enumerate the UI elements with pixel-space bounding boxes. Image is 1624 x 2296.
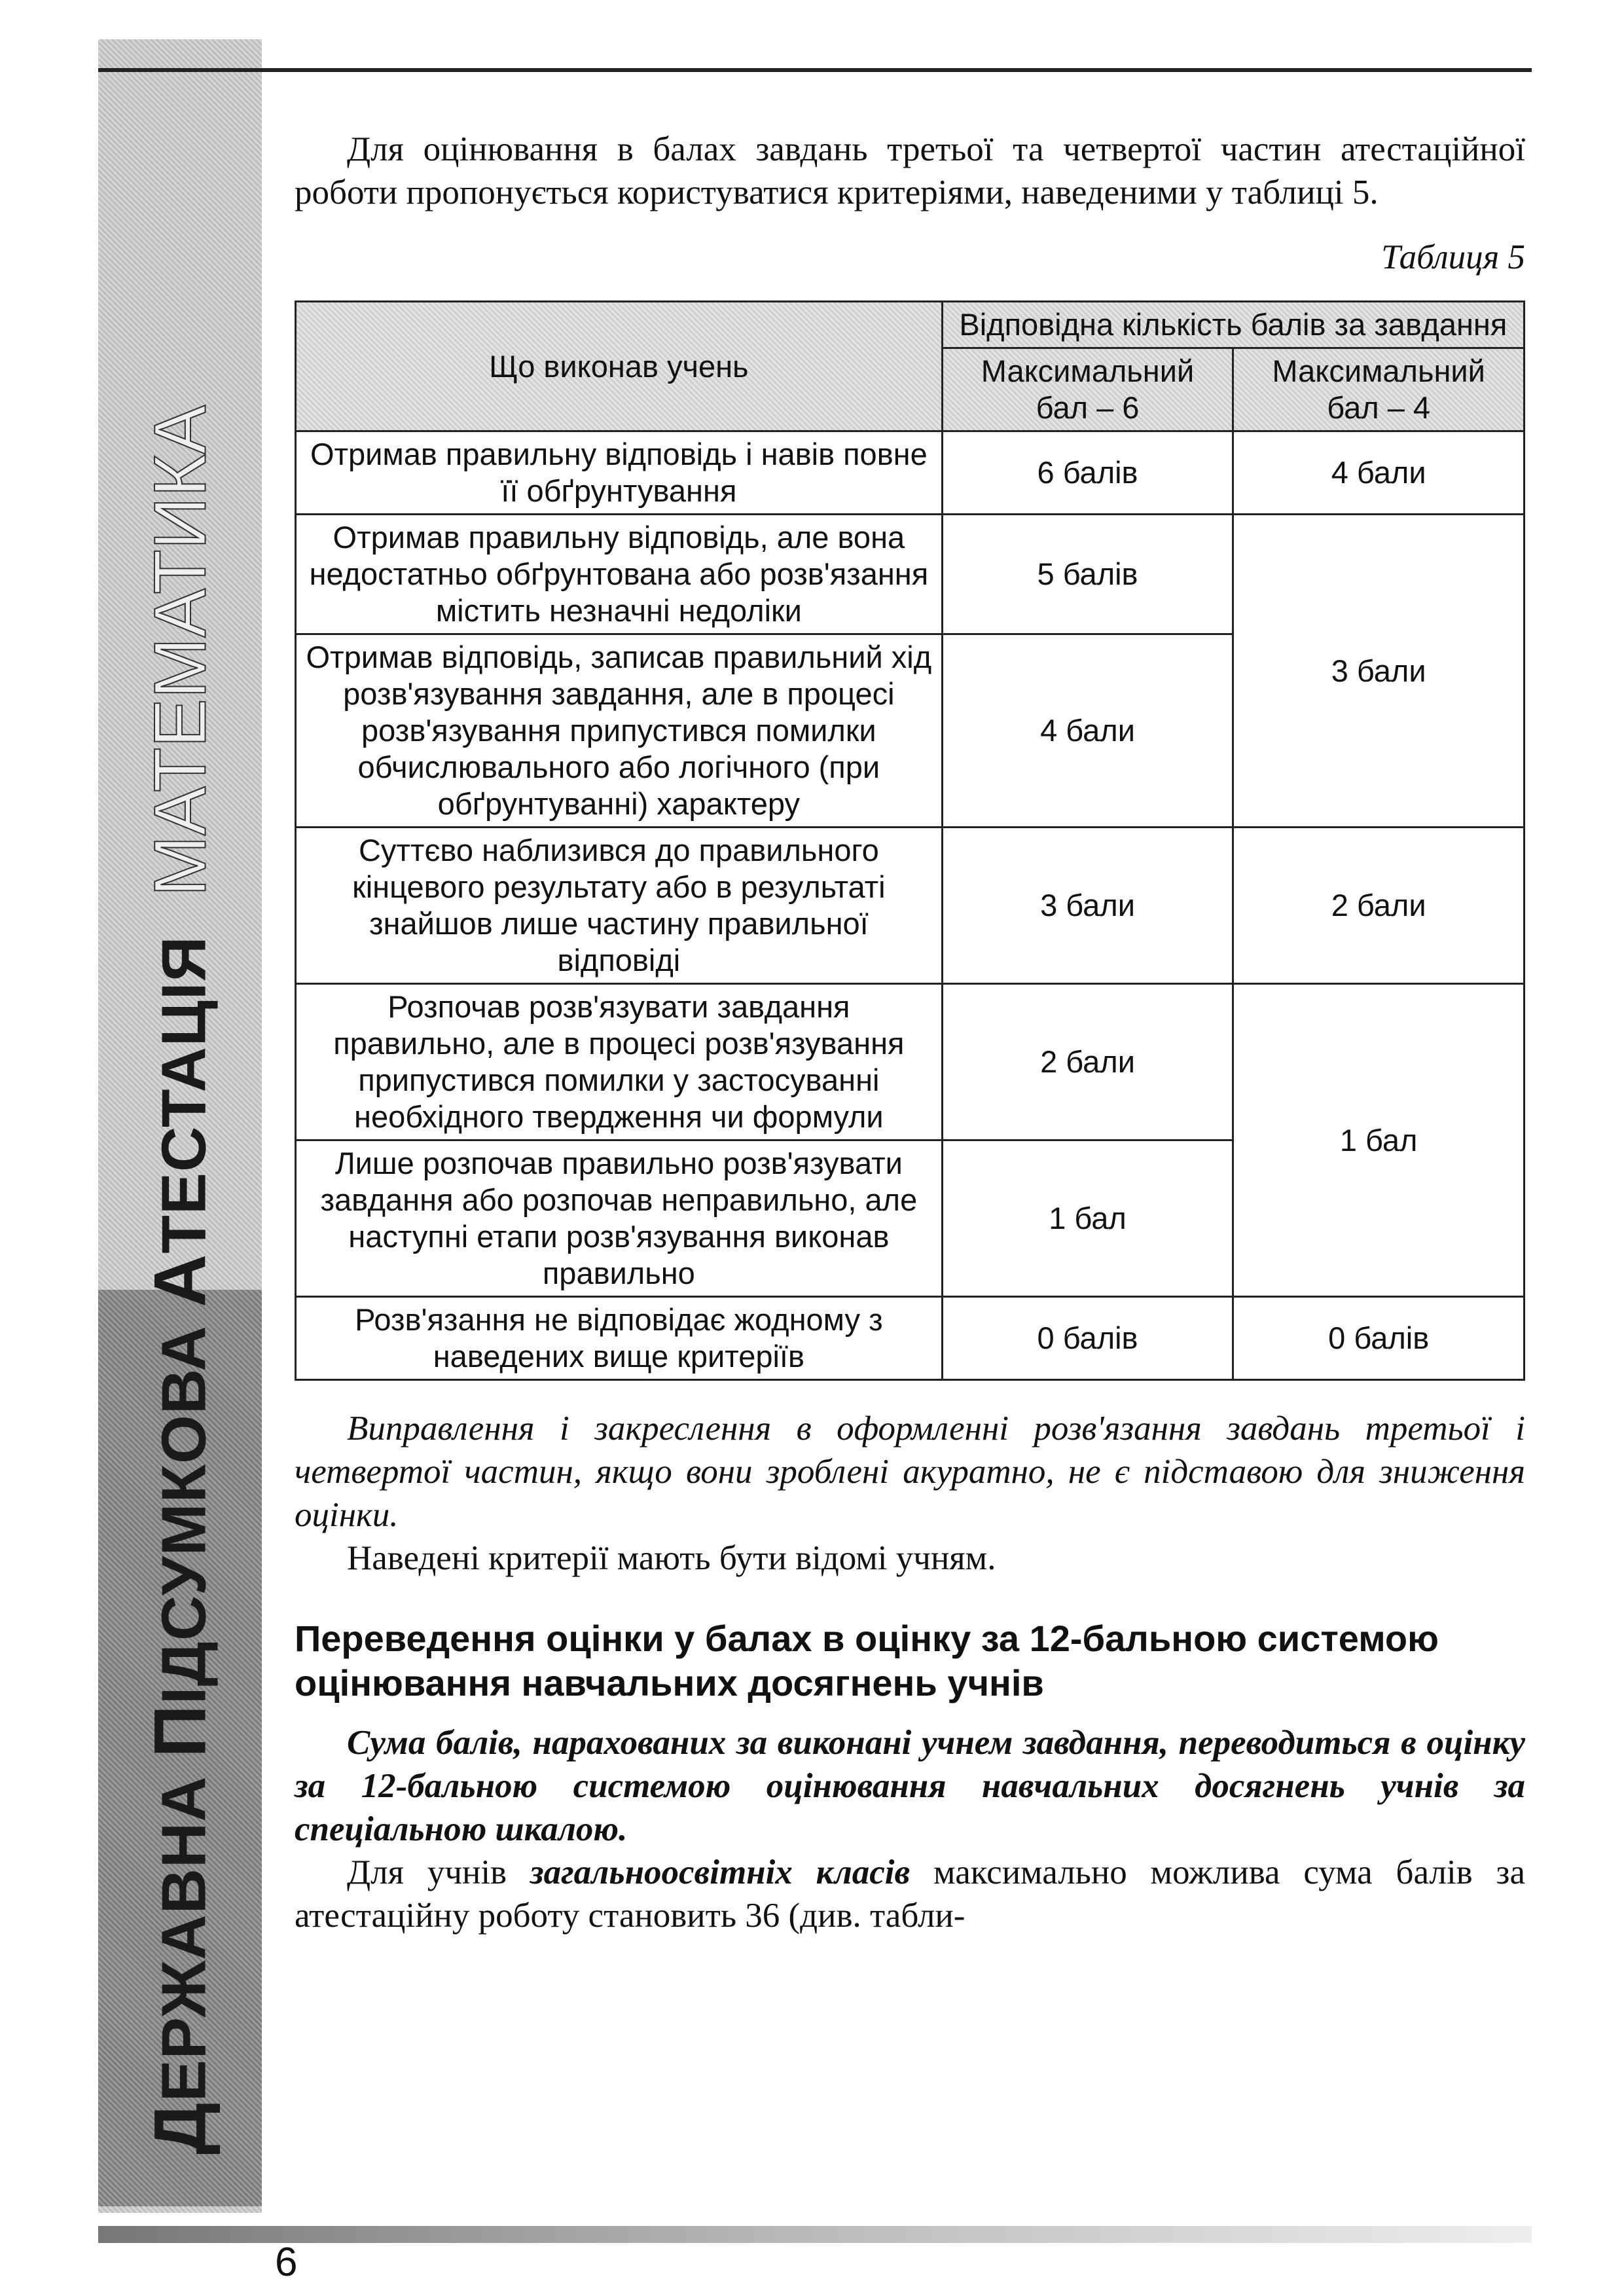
page-content [295, 128, 1525, 1937]
points-max6: 3 бали [942, 828, 1233, 984]
points-max6: 4 бали [942, 634, 1233, 828]
points-max4: 0 балів [1233, 1297, 1525, 1380]
header-max4: Максимальний бал – 4 [1233, 348, 1525, 431]
bottom-band [98, 2226, 1532, 2243]
criterion-text: Отримав правильну відповідь, але вона недостатньо обґрунтована або розв'язання містить незначні недоліки [296, 515, 943, 634]
table-row [296, 431, 1525, 515]
points-max4-merged: 3 бали [1233, 515, 1525, 828]
table-row [296, 515, 1525, 634]
table-row [296, 828, 1525, 984]
note-criteria-known: Наведені критерії мають бути відомі учням. [347, 1539, 996, 1577]
top-rule [98, 68, 1532, 72]
criteria-table [295, 301, 1525, 1381]
sidebar-subject-title: МАТЕМАТИКА [139, 405, 221, 897]
criterion-text: Отримав відповідь, записав правильний хід розв'язування завдання, але в процесі розв'язування припустився помилки обчислювального або логічного (при обґрунтуванні) характеру [296, 634, 943, 828]
criterion-text: Розв'язання не відповідає жодному з наведених вище критеріїв [296, 1297, 943, 1380]
header-what: Що виконав учень [296, 302, 943, 431]
section-heading: Переведення оцінки у балах в оцінку за 12-бальною системою оцінювання навчальних досягнень учнів [295, 1618, 1439, 1704]
paragraph-sum-conversion: Сума балів, нарахованих за виконані учнем завдання, переводиться в оцінку за 12-бальною системою оцінювання навчальних досягнень учнів за спеціальною шкалою. [295, 1724, 1525, 1848]
table-caption: Таблиця 5 [1381, 238, 1525, 276]
table-row [296, 1297, 1525, 1380]
points-max4-merged: 1 бал [1233, 984, 1525, 1297]
table-header-row [296, 302, 1525, 348]
criterion-text: Розпочав розв'язувати завдання правильно, але в процесі розв'язування припустився помилки у застосуванні необхідного твердження чи формули [296, 984, 943, 1140]
points-max6: 1 бал [942, 1140, 1233, 1297]
sidebar-section-title: ДЕРЖАВНА ПІДСУМКОВА АТЕСТАЦІЯ [139, 936, 221, 2155]
points-max6: 5 балів [942, 515, 1233, 634]
intro-paragraph: Для оцінювання в балах завдань третьої та четвертої частин атестаційної роботи пропонується користуватися критеріями, наведеними у таблиці 5. [295, 130, 1525, 211]
points-max6: 0 балів [942, 1297, 1233, 1380]
points-max6: 2 бали [942, 984, 1233, 1140]
header-points: Відповідна кількість балів за завдання [942, 302, 1524, 348]
points-max6: 6 балів [942, 431, 1233, 515]
paragraph-max-sum: Для учнів загальноосвітніх класів максимально можлива сума балів за атестаційну роботу становить 36 (див. табли- [295, 1853, 1525, 1935]
page-number: 6 [275, 2240, 298, 2285]
note-corrections: Виправлення і закреслення в оформленні розв'язання завдань третьої і четвертої частин, якщо вони зроблені акуратно, не є підставою для зниження оцінки. [295, 1410, 1525, 1534]
points-max4: 4 бали [1233, 431, 1525, 515]
header-max6: Максимальний бал – 6 [942, 348, 1233, 431]
points-max4: 2 бали [1233, 828, 1525, 984]
criterion-text: Суттєво наблизився до правильного кінцевого результату або в результаті знайшов лише частину правильної відповіді [296, 828, 943, 984]
sidebar-title [138, 405, 223, 2155]
criterion-text: Лише розпочав правильно розв'язувати завдання або розпочав неправильно, але наступні етапи розв'язування виконав правильно [296, 1140, 943, 1297]
criterion-text: Отримав правильну відповідь і навів повне її обґрунтування [296, 431, 943, 515]
table-row [296, 984, 1525, 1140]
